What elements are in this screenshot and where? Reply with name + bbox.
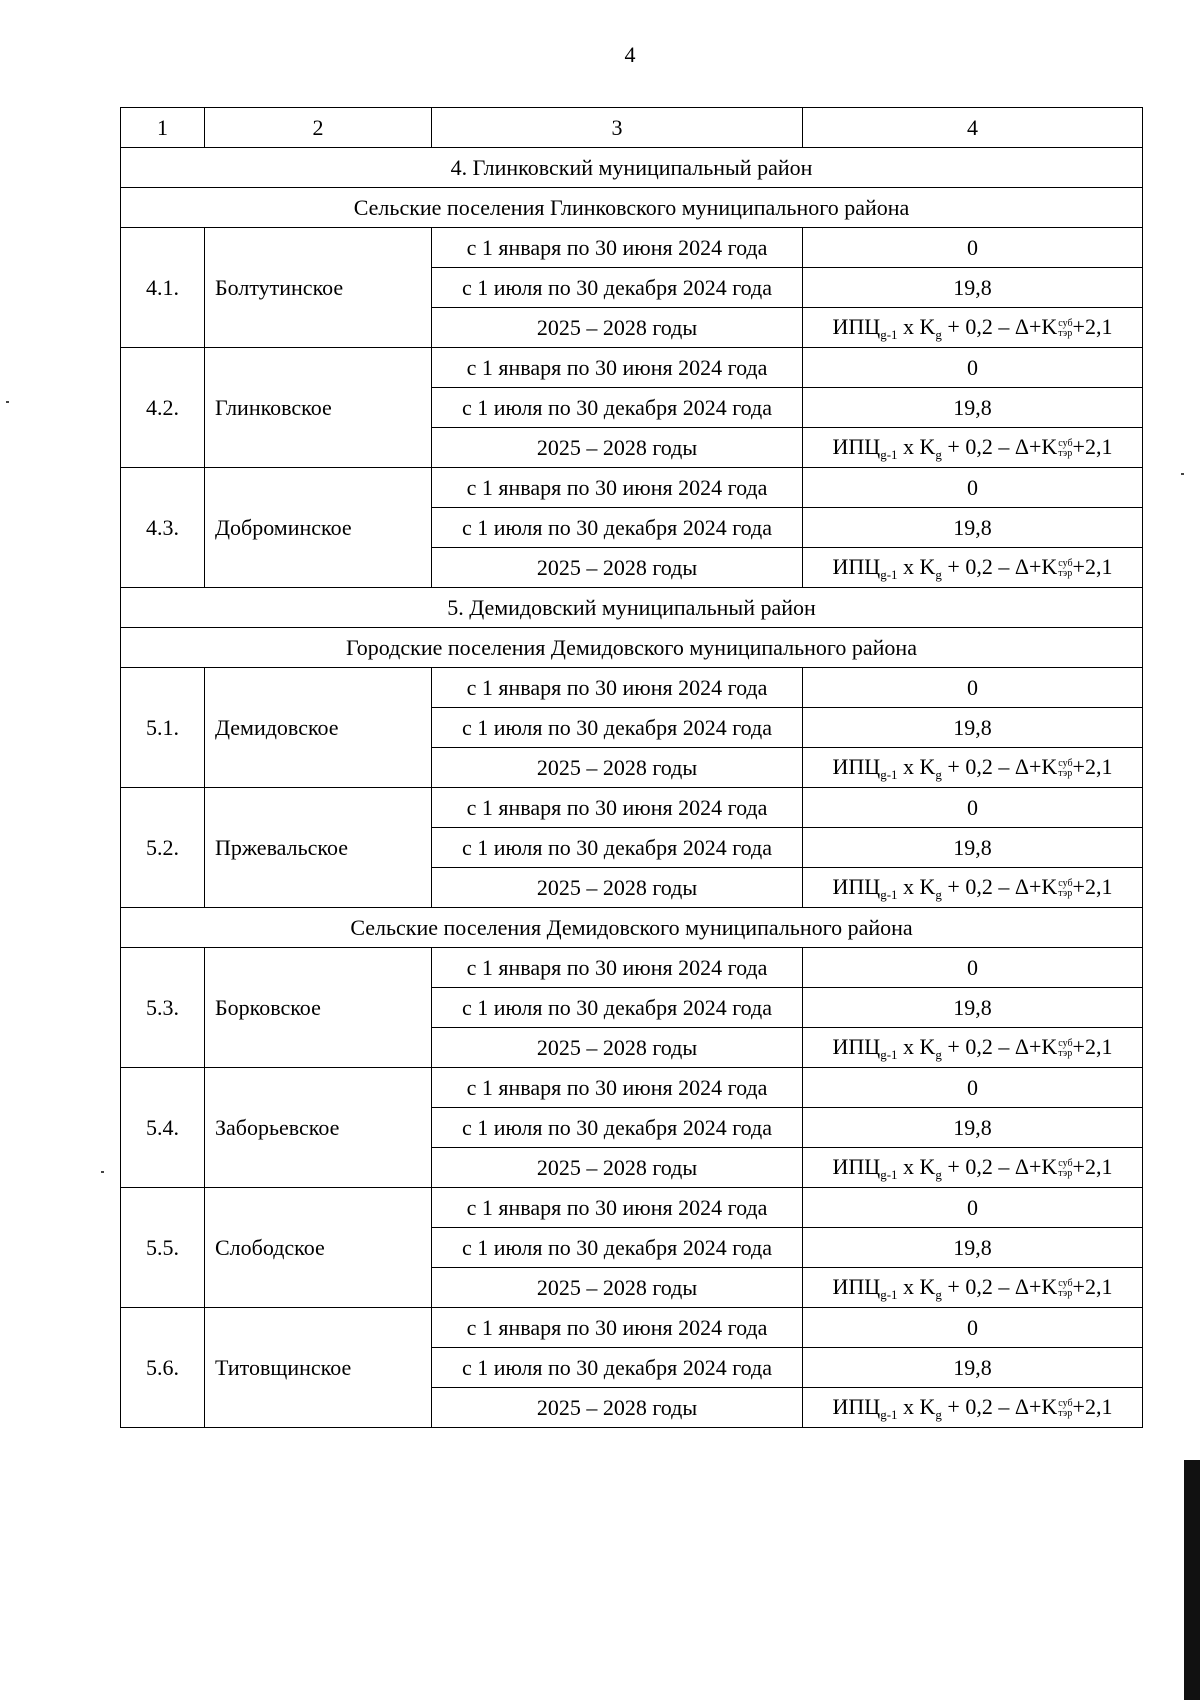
- period-cell: с 1 января по 30 июня 2024 года: [432, 1308, 803, 1348]
- column-header: 3: [432, 108, 803, 148]
- formula-k2-sub: тэр: [1058, 567, 1073, 579]
- formula-times: x: [897, 1154, 920, 1180]
- group-row: [121, 188, 1143, 228]
- period-cell: 2025 – 2028 годы: [432, 1268, 803, 1308]
- formula-ipc: ИПЦ: [832, 1154, 881, 1180]
- formula-cell: [803, 748, 1143, 788]
- formula-k: K: [919, 434, 936, 460]
- group-row: [121, 908, 1143, 948]
- header-row: [121, 108, 1143, 148]
- formula-cell: [803, 1388, 1143, 1428]
- formula-times: x: [897, 1394, 920, 1420]
- formula-middle: + 0,2 – Δ+: [941, 1034, 1042, 1060]
- settlement-number: 5.5.: [121, 1188, 205, 1308]
- value-cell: 0: [803, 1308, 1143, 1348]
- formula-middle: + 0,2 – Δ+: [941, 754, 1042, 780]
- formula-ipc-sub: g-1: [880, 767, 898, 783]
- settlement-name: Титовщинское: [205, 1308, 432, 1428]
- scan-artifact: [101, 1171, 104, 1173]
- formula-ipc-sub: g-1: [880, 1167, 898, 1183]
- formula-ipc-sub: g-1: [880, 567, 898, 583]
- formula-ipc: ИПЦ: [832, 1034, 881, 1060]
- column-header: 1: [121, 108, 205, 148]
- period-cell: с 1 января по 30 июня 2024 года: [432, 1188, 803, 1228]
- value-cell: 0: [803, 948, 1143, 988]
- formula-tail: +2,1: [1072, 754, 1113, 780]
- formula-k-sub: g: [935, 1287, 942, 1303]
- table-row: [121, 1068, 1143, 1108]
- period-cell: с 1 июля по 30 декабря 2024 года: [432, 508, 803, 548]
- formula-k2: K: [1041, 1034, 1058, 1060]
- period-cell: с 1 января по 30 июня 2024 года: [432, 948, 803, 988]
- formula-k2-sub: тэр: [1058, 1287, 1073, 1299]
- settlement-name: Демидовское: [205, 668, 432, 788]
- period-cell: с 1 июля по 30 декабря 2024 года: [432, 1348, 803, 1388]
- formula-k2: K: [1041, 434, 1058, 460]
- page-number: 4: [624, 42, 636, 67]
- value-cell: 0: [803, 348, 1143, 388]
- formula-ipc: ИПЦ: [832, 1394, 881, 1420]
- settlement-name: Глинковское: [205, 348, 432, 468]
- formula-times: x: [897, 754, 920, 780]
- value-cell: 19,8: [803, 828, 1143, 868]
- formula-tail: +2,1: [1072, 874, 1113, 900]
- formula-k: K: [919, 1274, 936, 1300]
- period-cell: 2025 – 2028 годы: [432, 748, 803, 788]
- formula-k2-indices: [1058, 559, 1072, 579]
- formula-k2: K: [1041, 1394, 1058, 1420]
- settlement-name: Пржевальское: [205, 788, 432, 908]
- table-row: [121, 948, 1143, 988]
- formula-k2-indices: [1058, 319, 1072, 339]
- formula-tail: +2,1: [1072, 1394, 1113, 1420]
- value-cell: 19,8: [803, 988, 1143, 1028]
- settlement-number: 4.1.: [121, 228, 205, 348]
- formula-ipc: ИПЦ: [832, 554, 881, 580]
- formula-k: K: [919, 1394, 936, 1420]
- formula-k2: K: [1041, 874, 1058, 900]
- value-cell: 19,8: [803, 1108, 1143, 1148]
- value-cell: 0: [803, 468, 1143, 508]
- formula-k: K: [919, 1034, 936, 1060]
- settlement-number: 5.3.: [121, 948, 205, 1068]
- formula-ipc: ИПЦ: [832, 314, 881, 340]
- settlement-number: 5.2.: [121, 788, 205, 908]
- formula-k2: K: [1041, 554, 1058, 580]
- value-cell: 19,8: [803, 508, 1143, 548]
- formula-k2-indices: [1058, 1039, 1072, 1059]
- district-title: 4. Глинковский муниципальный район: [121, 148, 1143, 188]
- formula-ipc-sub: g-1: [880, 1287, 898, 1303]
- formula-k2-indices: [1058, 1159, 1072, 1179]
- table-row: [121, 1188, 1143, 1228]
- formula-k-sub: g: [935, 327, 942, 343]
- formula-times: x: [897, 1034, 920, 1060]
- formula-k2-indices: [1058, 1279, 1072, 1299]
- period-cell: с 1 июля по 30 декабря 2024 года: [432, 988, 803, 1028]
- formula-k2-sup: суб: [1058, 1037, 1073, 1049]
- formula-middle: + 0,2 – Δ+: [941, 1154, 1042, 1180]
- group-title: Сельские поселения Демидовского муниципального района: [121, 908, 1143, 948]
- group-title: Городские поселения Демидовского муниципального района: [121, 628, 1143, 668]
- settlement-number: 5.1.: [121, 668, 205, 788]
- settlement-number: 4.2.: [121, 348, 205, 468]
- formula-k2: K: [1041, 314, 1058, 340]
- value-cell: 0: [803, 228, 1143, 268]
- formula-k2-sub: тэр: [1058, 447, 1073, 459]
- table-row: [121, 1308, 1143, 1348]
- formula-cell: [803, 428, 1143, 468]
- formula-k: K: [919, 874, 936, 900]
- value-cell: 0: [803, 1188, 1143, 1228]
- scan-artifact: [1184, 1460, 1200, 1700]
- formula-ipc: ИПЦ: [832, 754, 881, 780]
- formula-ipc: ИПЦ: [832, 874, 881, 900]
- formula-k2-sup: суб: [1058, 1157, 1073, 1169]
- period-cell: 2025 – 2028 годы: [432, 868, 803, 908]
- value-cell: 19,8: [803, 388, 1143, 428]
- value-cell: 19,8: [803, 708, 1143, 748]
- formula-cell: [803, 1028, 1143, 1068]
- column-header: 2: [205, 108, 432, 148]
- formula-k2-sub: тэр: [1058, 1047, 1073, 1059]
- formula-ipc-sub: g-1: [880, 447, 898, 463]
- period-cell: 2025 – 2028 годы: [432, 1388, 803, 1428]
- settlement-name: Борковское: [205, 948, 432, 1068]
- formula-middle: + 0,2 – Δ+: [941, 554, 1042, 580]
- formula-k-sub: g: [935, 887, 942, 903]
- formula-k2-indices: [1058, 439, 1072, 459]
- table-row: [121, 788, 1143, 828]
- formula-k: K: [919, 1154, 936, 1180]
- formula-middle: + 0,2 – Δ+: [941, 874, 1042, 900]
- formula-k-sub: g: [935, 1047, 942, 1063]
- value-cell: 19,8: [803, 1228, 1143, 1268]
- value-cell: 0: [803, 668, 1143, 708]
- period-cell: с 1 июля по 30 декабря 2024 года: [432, 1228, 803, 1268]
- period-cell: с 1 июля по 30 декабря 2024 года: [432, 268, 803, 308]
- formula-ipc: ИПЦ: [832, 434, 881, 460]
- period-cell: 2025 – 2028 годы: [432, 308, 803, 348]
- formula-k2-indices: [1058, 759, 1072, 779]
- formula-k2-sub: тэр: [1058, 1167, 1073, 1179]
- formula-k-sub: g: [935, 1407, 942, 1423]
- formula-ipc-sub: g-1: [880, 887, 898, 903]
- settlement-name: Заборьевское: [205, 1068, 432, 1188]
- formula-k2-sub: тэр: [1058, 887, 1073, 899]
- period-cell: 2025 – 2028 годы: [432, 1028, 803, 1068]
- district-row: [121, 148, 1143, 188]
- formula-times: x: [897, 314, 920, 340]
- group-title: Сельские поселения Глинковского муниципального района: [121, 188, 1143, 228]
- formula-k2-sub: тэр: [1058, 327, 1073, 339]
- formula-cell: [803, 308, 1143, 348]
- value-cell: 0: [803, 1068, 1143, 1108]
- period-cell: 2025 – 2028 годы: [432, 1148, 803, 1188]
- formula-k: K: [919, 314, 936, 340]
- settlement-number: 4.3.: [121, 468, 205, 588]
- formula-k2-sup: суб: [1058, 557, 1073, 569]
- formula-k2: K: [1041, 1274, 1058, 1300]
- settlement-number: 5.6.: [121, 1308, 205, 1428]
- table-row: [121, 668, 1143, 708]
- formula-k2-sup: суб: [1058, 437, 1073, 449]
- district-title: 5. Демидовский муниципальный район: [121, 588, 1143, 628]
- formula-k2-sup: суб: [1058, 1277, 1073, 1289]
- period-cell: 2025 – 2028 годы: [432, 428, 803, 468]
- table-body: [121, 108, 1143, 1428]
- scan-artifact: [6, 401, 9, 403]
- formula-k2: K: [1041, 1154, 1058, 1180]
- formula-k-sub: g: [935, 767, 942, 783]
- formula-k2-sup: суб: [1058, 877, 1073, 889]
- value-cell: 0: [803, 788, 1143, 828]
- formula-tail: +2,1: [1072, 554, 1113, 580]
- period-cell: с 1 января по 30 июня 2024 года: [432, 1068, 803, 1108]
- period-cell: с 1 января по 30 июня 2024 года: [432, 228, 803, 268]
- tariff-table: [120, 107, 1143, 1428]
- formula-middle: + 0,2 – Δ+: [941, 1394, 1042, 1420]
- formula-middle: + 0,2 – Δ+: [941, 314, 1042, 340]
- formula-tail: +2,1: [1072, 1274, 1113, 1300]
- formula-ipc-sub: g-1: [880, 327, 898, 343]
- period-cell: с 1 января по 30 июня 2024 года: [432, 468, 803, 508]
- table-row: [121, 468, 1143, 508]
- formula-cell: [803, 1148, 1143, 1188]
- formula-k2-sub: тэр: [1058, 1407, 1073, 1419]
- formula-times: x: [897, 434, 920, 460]
- formula-k-sub: g: [935, 1167, 942, 1183]
- period-cell: 2025 – 2028 годы: [432, 548, 803, 588]
- period-cell: с 1 января по 30 июня 2024 года: [432, 788, 803, 828]
- formula-cell: [803, 1268, 1143, 1308]
- formula-cell: [803, 548, 1143, 588]
- period-cell: с 1 июля по 30 декабря 2024 года: [432, 388, 803, 428]
- formula-tail: +2,1: [1072, 1154, 1113, 1180]
- formula-k2-sub: тэр: [1058, 767, 1073, 779]
- table-row: [121, 348, 1143, 388]
- formula-k2-sup: суб: [1058, 317, 1073, 329]
- formula-k2-indices: [1058, 1399, 1072, 1419]
- period-cell: с 1 января по 30 июня 2024 года: [432, 348, 803, 388]
- settlement-name: Болтутинское: [205, 228, 432, 348]
- formula-ipc-sub: g-1: [880, 1407, 898, 1423]
- formula-middle: + 0,2 – Δ+: [941, 434, 1042, 460]
- formula-k2-indices: [1058, 879, 1072, 899]
- scan-artifact: [1181, 473, 1184, 475]
- group-row: [121, 628, 1143, 668]
- period-cell: с 1 июля по 30 декабря 2024 года: [432, 828, 803, 868]
- period-cell: с 1 июля по 30 декабря 2024 года: [432, 708, 803, 748]
- formula-times: x: [897, 1274, 920, 1300]
- value-cell: 19,8: [803, 268, 1143, 308]
- formula-ipc: ИПЦ: [832, 1274, 881, 1300]
- period-cell: с 1 июля по 30 декабря 2024 года: [432, 1108, 803, 1148]
- formula-k2-sup: суб: [1058, 1397, 1073, 1409]
- formula-k-sub: g: [935, 447, 942, 463]
- formula-times: x: [897, 554, 920, 580]
- formula-tail: +2,1: [1072, 434, 1113, 460]
- formula-middle: + 0,2 – Δ+: [941, 1274, 1042, 1300]
- formula-times: x: [897, 874, 920, 900]
- district-row: [121, 588, 1143, 628]
- formula-k2-sup: суб: [1058, 757, 1073, 769]
- formula-tail: +2,1: [1072, 314, 1113, 340]
- settlement-number: 5.4.: [121, 1068, 205, 1188]
- formula-k: K: [919, 554, 936, 580]
- formula-cell: [803, 868, 1143, 908]
- formula-k: K: [919, 754, 936, 780]
- period-cell: с 1 января по 30 июня 2024 года: [432, 668, 803, 708]
- column-header: 4: [803, 108, 1143, 148]
- formula-k2: K: [1041, 754, 1058, 780]
- formula-k-sub: g: [935, 567, 942, 583]
- value-cell: 19,8: [803, 1348, 1143, 1388]
- settlement-name: Слободское: [205, 1188, 432, 1308]
- table-row: [121, 228, 1143, 268]
- formula-ipc-sub: g-1: [880, 1047, 898, 1063]
- settlement-name: Доброминское: [205, 468, 432, 588]
- formula-tail: +2,1: [1072, 1034, 1113, 1060]
